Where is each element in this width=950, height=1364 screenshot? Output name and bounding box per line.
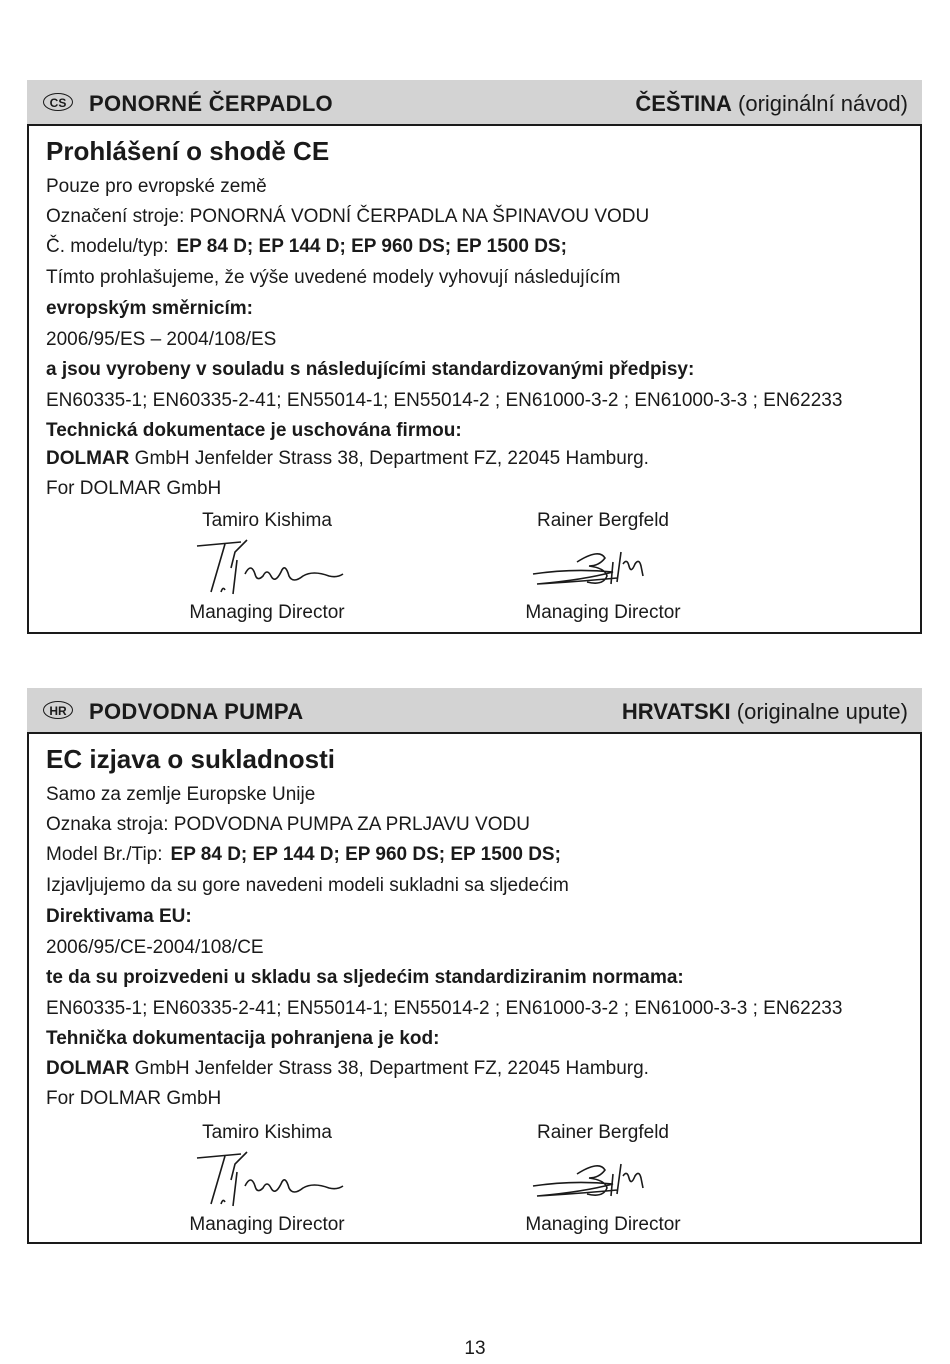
declaration-section-hr: [27, 688, 922, 1244]
declaration-section-cs: [27, 80, 922, 634]
declaration-box: [27, 734, 922, 1244]
signer-role: Managing Director: [525, 1214, 681, 1235]
signature-block-2: [503, 510, 703, 623]
company-address-rest: GmbH Jenfelder Strass 38, Department FZ, 22045 Hamburg.: [129, 1058, 649, 1079]
signer-role: Managing Director: [189, 1214, 345, 1235]
standards-label: a jsou vyrobeny v souladu s následujícími standardizovanými předpisy:: [46, 359, 695, 380]
machine-designation: Označení stroje: PONORNÁ VODNÍ ČERPADLA NA ŠPINAVOU VODU: [46, 206, 650, 227]
standards-label: te da su proizvedeni u skladu sa sljedećim standardiziranim normama:: [46, 967, 684, 988]
language-name: ČEŠTINA: [635, 91, 732, 116]
model-list: EP 84 D; EP 144 D; EP 960 DS; EP 1500 DS;: [170, 844, 561, 865]
declaration-heading: EC izjava o sukladnosti: [46, 744, 335, 774]
signature-block-1: [167, 510, 367, 623]
model-label: Model Br./Tip:: [46, 844, 163, 865]
declaration-heading: Prohlášení o shodě CE: [46, 136, 330, 166]
directives-label: evropským směrnicím:: [46, 298, 253, 319]
declaration-text: Izjavljujemo da su gore navedeni modeli sukladni sa sljedećim: [46, 875, 569, 896]
signer-name: Tamiro Kishima: [202, 1122, 332, 1143]
directives-label: Direktivama EU:: [46, 906, 192, 927]
signer-name: Tamiro Kishima: [202, 510, 332, 531]
signer-role: Managing Director: [189, 602, 345, 623]
language-label: [622, 699, 908, 725]
scope-line: Pouze pro evropské země: [46, 176, 267, 197]
section-header-bar: [27, 80, 922, 126]
model-line: [46, 844, 561, 866]
directives-value: 2006/95/CE-2004/108/CE: [46, 937, 264, 958]
language-code-badge: HR: [43, 701, 73, 719]
declaration-text: Tímto prohlašujeme, že výše uvedené modely vyhovují následujícím: [46, 267, 621, 288]
for-company-line: For DOLMAR GmbH: [46, 478, 222, 499]
language-label: [635, 91, 908, 117]
language-name: HRVATSKI: [621, 699, 731, 724]
signer-name: Rainer Bergfeld: [536, 510, 670, 531]
company-address-rest: GmbH Jenfelder Strass 38, Department FZ, 22045 Hamburg.: [129, 448, 649, 469]
standards-value: EN60335-1; EN60335-2-41; EN55014-1; EN55014-2 ; EN61000-3-2 ; EN61000-3-3 ; EN62233: [46, 998, 843, 1019]
signature-bergfeld-image: [513, 1144, 693, 1214]
product-title: PODVODNA PUMPA: [89, 699, 304, 724]
page-number: 13: [464, 1338, 486, 1359]
company-address: [46, 1058, 649, 1080]
directives-value: 2006/95/ES – 2004/108/ES: [46, 329, 277, 350]
signer-role: Managing Director: [525, 602, 681, 623]
model-list: EP 84 D; EP 144 D; EP 960 DS; EP 1500 DS;: [176, 236, 567, 257]
signer-name: Rainer Bergfeld: [536, 1122, 670, 1143]
scope-line: Samo za zemlje Europske Unije: [46, 784, 316, 805]
documentation-label: Tehnička dokumentacija pohranjena je kod:: [46, 1028, 440, 1049]
signature-bergfeld-image: [513, 532, 693, 602]
signature-kishima-image: [177, 532, 357, 602]
company-name: DOLMAR: [46, 448, 130, 469]
language-note: (originální návod): [731, 91, 908, 116]
section-header-bar: [27, 688, 922, 734]
company-address: [46, 448, 649, 470]
signature-block-2: [503, 1122, 703, 1235]
declaration-box: [27, 126, 922, 634]
machine-designation: Oznaka stroja: PODVODNA PUMPA ZA PRLJAVU VODU: [46, 814, 530, 835]
company-name: DOLMAR: [46, 1058, 130, 1079]
model-label: Č. modelu/typ:: [46, 236, 169, 257]
for-company-line: For DOLMAR GmbH: [46, 1088, 222, 1109]
language-code-badge: CS: [43, 93, 73, 111]
product-title: PONORNÉ ČERPADLO: [89, 91, 333, 116]
standards-value: EN60335-1; EN60335-2-41; EN55014-1; EN55014-2 ; EN61000-3-2 ; EN61000-3-3 ; EN62233: [46, 390, 843, 411]
documentation-label: Technická dokumentace je uschována firmou:: [46, 420, 462, 441]
signature-block-1: [167, 1122, 367, 1235]
model-line: [46, 236, 567, 258]
signature-kishima-image: [177, 1144, 357, 1214]
language-note: (originalne upute): [730, 699, 908, 724]
